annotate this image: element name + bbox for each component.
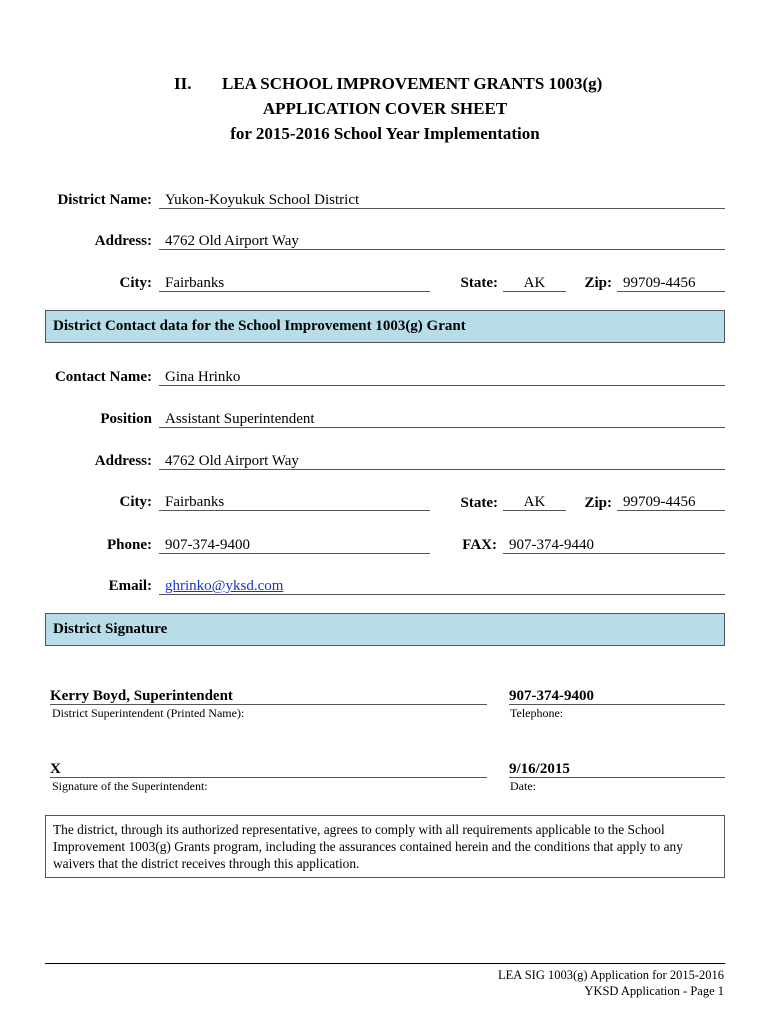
- district-address-field[interactable]: 4762 Old Airport Way: [159, 232, 725, 250]
- district-name-label: District Name:: [57, 192, 152, 208]
- footer-line-2: YKSD Application - Page 1: [584, 984, 724, 998]
- superintendent-signature-field[interactable]: X: [50, 760, 487, 778]
- telephone-field[interactable]: 907-374-9400: [509, 687, 725, 705]
- date-caption: Date:: [510, 779, 536, 793]
- district-address-label: Address:: [94, 233, 152, 249]
- signature-section-heading: District Signature: [45, 613, 725, 646]
- contact-state-label: State:: [460, 495, 498, 511]
- contact-zip-field[interactable]: 99709-4456: [617, 493, 725, 511]
- email-field[interactable]: [159, 577, 725, 595]
- agreement-statement: The district, through its authorized representative, agrees to comply with all requirements applicable to the School Improvement 1003(g) Grants program, including the assurances contained herein and the conditions that apply to any waivers that the district receives through this application.: [45, 815, 725, 878]
- superintendent-name-caption: District Superintendent (Printed Name):: [52, 706, 245, 720]
- title-line-1: LEA SCHOOL IMPROVEMENT GRANTS 1003(g): [222, 74, 603, 93]
- contact-state-field[interactable]: AK: [503, 493, 566, 511]
- phone-label: Phone:: [107, 537, 152, 553]
- contact-address-label: Address:: [94, 453, 152, 469]
- telephone-caption: Telephone:: [510, 706, 564, 720]
- position-field[interactable]: Assistant Superintendent: [159, 410, 725, 428]
- contact-section-heading: District Contact data for the School Improvement 1003(g) Grant: [45, 310, 725, 343]
- district-name-field[interactable]: Yukon-Koyukuk School District: [159, 191, 725, 209]
- phone-field[interactable]: 907-374-9400: [159, 536, 430, 554]
- contact-zip-label: Zip:: [584, 495, 612, 511]
- fax-field[interactable]: 907-374-9440: [503, 536, 725, 554]
- contact-name-label: Contact Name:: [54, 369, 152, 385]
- signature-caption: Signature of the Superintendent:: [52, 779, 208, 793]
- contact-name-field[interactable]: Gina Hrinko: [159, 368, 725, 386]
- district-state-field[interactable]: AK: [503, 274, 566, 292]
- footer-line-1: LEA SIG 1003(g) Application for 2015-2016: [497, 968, 724, 982]
- contact-address-field[interactable]: 4762 Old Airport Way: [159, 452, 725, 470]
- contact-city-label: City:: [119, 494, 152, 510]
- district-state-label: State:: [460, 275, 498, 291]
- date-field[interactable]: 9/16/2015: [509, 760, 725, 778]
- district-zip-label: Zip:: [584, 275, 612, 291]
- email-link[interactable]: ghrinko@yksd.com: [165, 578, 284, 594]
- position-label: Position: [100, 411, 152, 427]
- district-city-label: City:: [119, 275, 152, 291]
- title-line-3: for 2015-2016 School Year Implementation: [230, 124, 540, 143]
- district-city-field[interactable]: Fairbanks: [159, 274, 430, 292]
- superintendent-name-field[interactable]: Kerry Boyd, Superintendent: [50, 687, 487, 705]
- district-zip-field[interactable]: 99709-4456: [617, 274, 725, 292]
- title-line-2: APPLICATION COVER SHEET: [262, 99, 508, 118]
- fax-label: FAX:: [462, 537, 497, 553]
- email-label: Email:: [108, 578, 152, 594]
- contact-city-field[interactable]: Fairbanks: [159, 493, 430, 511]
- section-number: II.: [174, 74, 192, 93]
- footer-divider: [45, 963, 725, 964]
